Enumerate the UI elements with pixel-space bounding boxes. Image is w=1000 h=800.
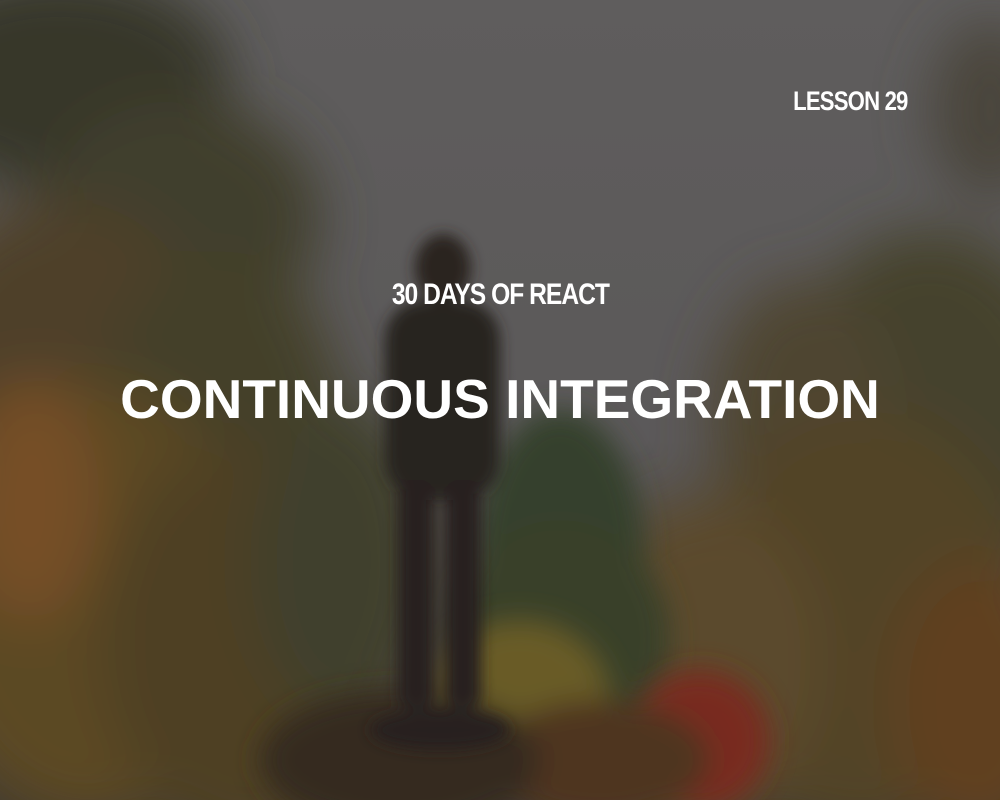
series-title-text: 30 DAYS OF REACT [391,278,609,311]
lesson-number: LESSON 29 [793,86,908,116]
page-title: CONTINUOUS INTEGRATION [120,368,880,430]
series-title [0,280,1000,310]
